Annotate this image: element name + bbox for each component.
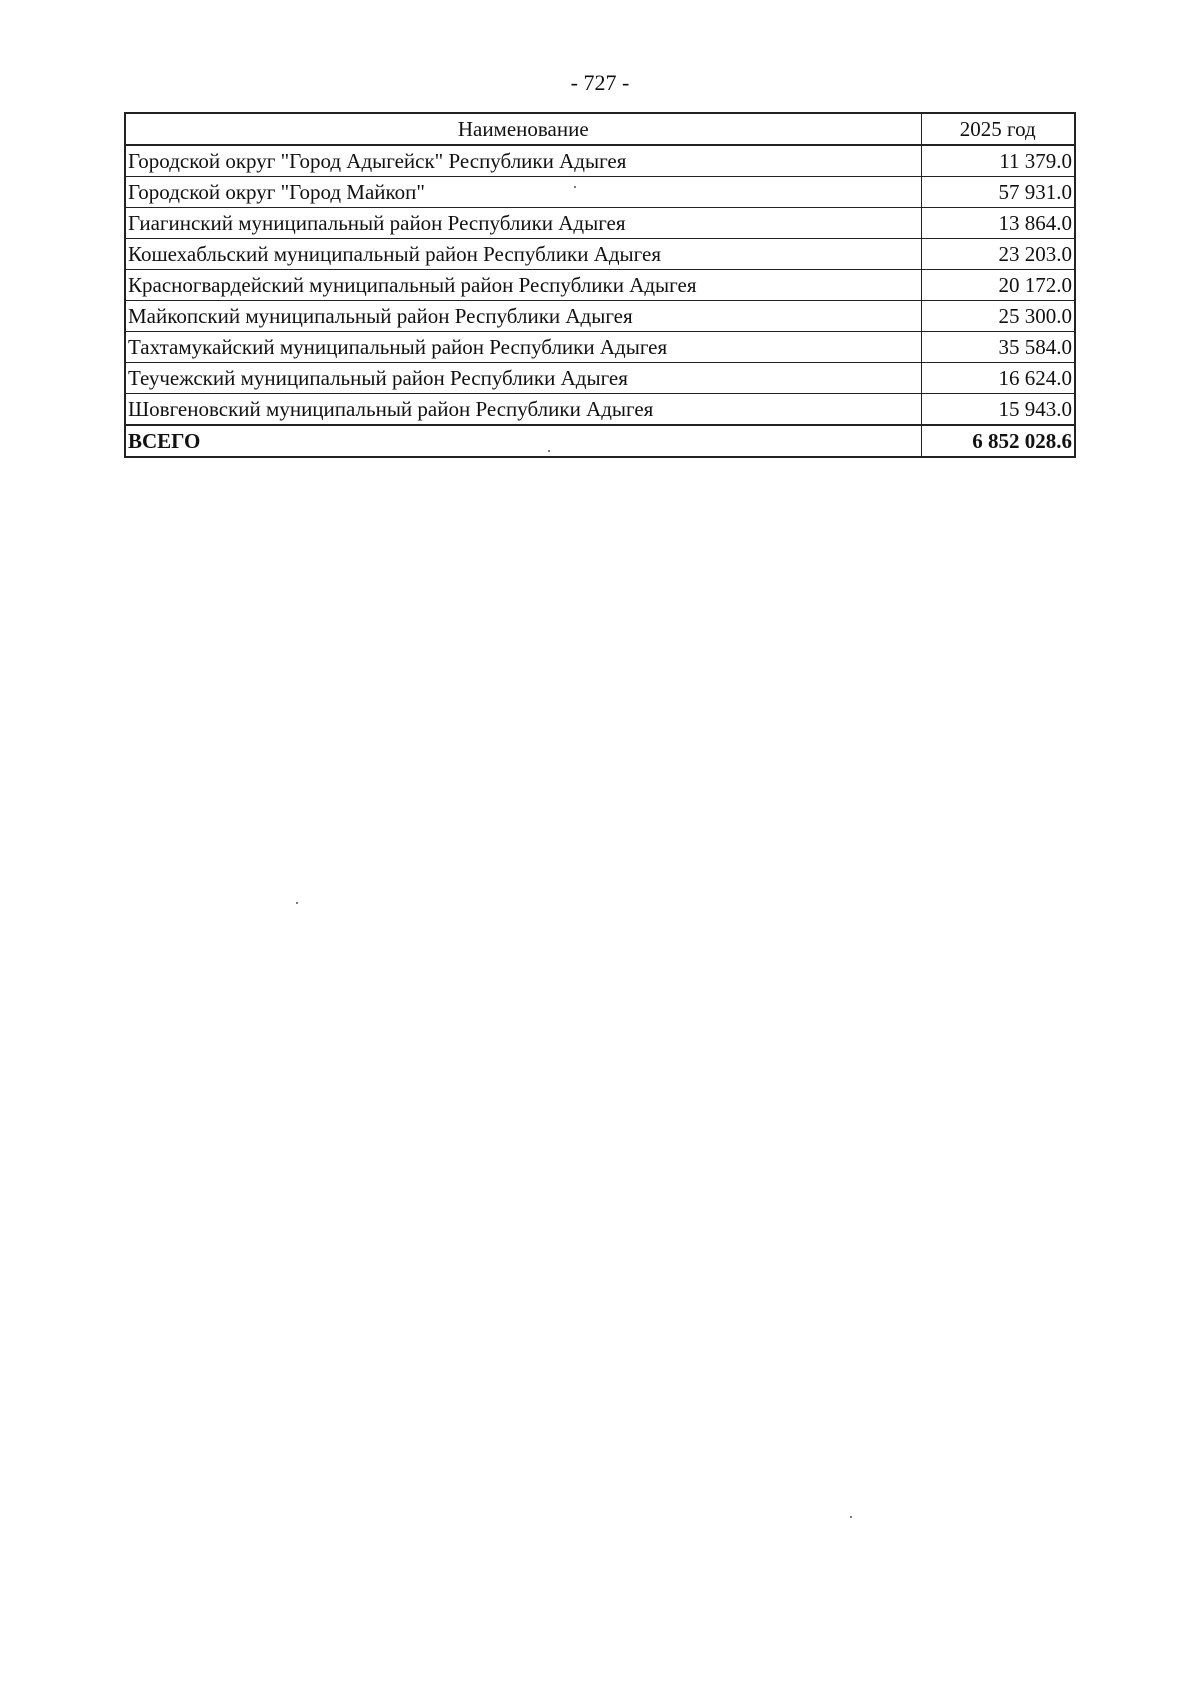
page-number: - 727 - <box>570 70 630 95</box>
table-row <box>125 239 1075 270</box>
table-row <box>125 145 1075 177</box>
row-value: 57 931.0 <box>921 177 1075 208</box>
row-value: 11 379.0 <box>921 145 1075 177</box>
row-name: Кошехабльский муниципальный район Республики Адыгея <box>125 239 921 270</box>
table-row <box>125 270 1075 301</box>
total-value: 6 852 028.6 <box>921 425 1075 457</box>
row-value: 16 624.0 <box>921 363 1075 394</box>
row-value: 15 943.0 <box>921 394 1075 426</box>
row-name: Тахтамукайский муниципальный район Республики Адыгея <box>125 332 921 363</box>
scan-speck <box>296 902 298 904</box>
table-body <box>125 145 1075 457</box>
table-row <box>125 363 1075 394</box>
row-value: 13 864.0 <box>921 208 1075 239</box>
row-name: Майкопский муниципальный район Республики Адыгея <box>125 301 921 332</box>
row-name: Красногвардейский муниципальный район Республики Адыгея <box>125 270 921 301</box>
total-label: ВСЕГО <box>125 425 921 457</box>
budget-table <box>124 112 1076 458</box>
row-name: Городской округ "Город Адыгейск" Республики Адыгея <box>125 145 921 177</box>
total-row <box>125 425 1075 457</box>
row-name: Городской округ "Город Майкоп" <box>125 177 921 208</box>
table-row <box>125 394 1075 426</box>
row-value: 25 300.0 <box>921 301 1075 332</box>
table-row <box>125 301 1075 332</box>
table-row <box>125 177 1075 208</box>
header-year: 2025 год <box>921 113 1075 145</box>
table-row <box>125 208 1075 239</box>
row-value: 23 203.0 <box>921 239 1075 270</box>
table-row <box>125 332 1075 363</box>
scan-speck <box>850 1516 852 1518</box>
row-name: Гиагинский муниципальный район Республики Адыгея <box>125 208 921 239</box>
row-name: Шовгеновский муниципальный район Республики Адыгея <box>125 394 921 426</box>
scan-speck <box>548 450 550 452</box>
row-value: 20 172.0 <box>921 270 1075 301</box>
row-value: 35 584.0 <box>921 332 1075 363</box>
table-header-row <box>125 113 1075 145</box>
row-name: Теучежский муниципальный район Республики Адыгея <box>125 363 921 394</box>
header-name: Наименование <box>125 113 921 145</box>
scan-speck <box>574 186 576 188</box>
budget-table-container <box>124 112 1074 458</box>
